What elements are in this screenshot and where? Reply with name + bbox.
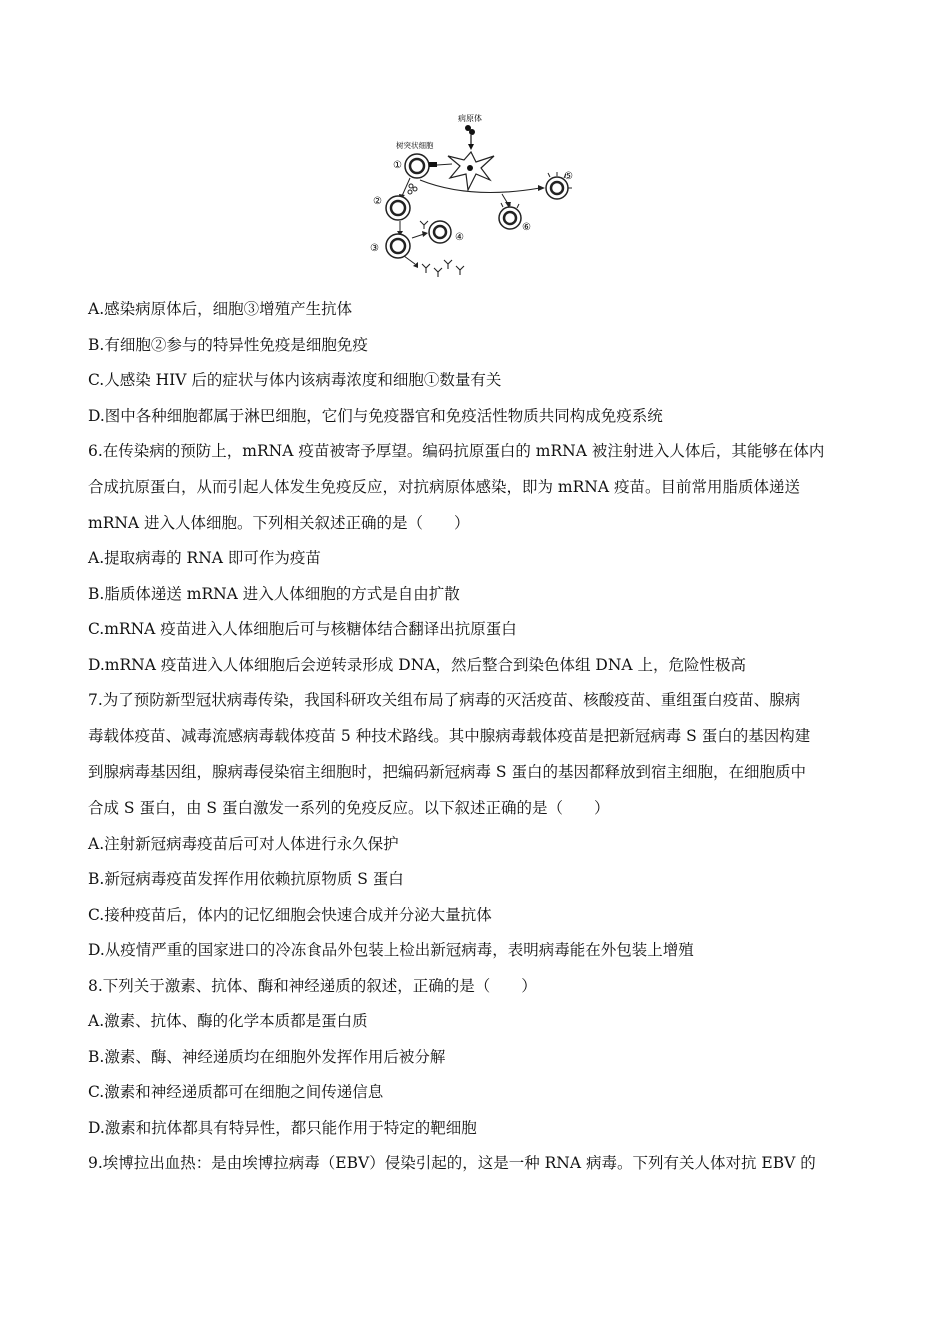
immune-diagram-svg: [360, 108, 590, 280]
q7-option-a: A.注射新冠病毒疫苗后可对人体进行永久保护: [88, 834, 399, 853]
q7-stem-line-3: 到腺病毒基因组，腺病毒侵染宿主细胞时，把编码新冠病毒 S 蛋白的基因都释放到宿主细胞，在细胞质中: [88, 762, 806, 781]
q5-option-a: A.感染病原体后，细胞③增殖产生抗体: [88, 300, 353, 318]
q6-stem-line-2: 合成抗原蛋白，从而引起人体发生免疫反应，对抗病原体感染，即为 mRNA 疫苗。目前常用脂质体递送: [88, 477, 800, 496]
cell-2: [386, 196, 410, 220]
cell-1: [405, 154, 429, 178]
cell-6: [499, 207, 521, 229]
cell-4: [429, 221, 451, 243]
pathogen-particle: [469, 129, 475, 135]
q5-option-c: C.人感染 HIV 后的症状与体内该病毒浓度和细胞①数量有关: [88, 371, 502, 389]
q8-option-c: C.激素和神经递质都可在细胞之间传递信息: [88, 1083, 384, 1102]
q7-stem-line-2: 毒载体疫苗、减毒流感病毒载体疫苗 5 种技术路线。其中腺病毒载体疫苗是把新冠病毒 S 蛋白的基因构建: [88, 727, 811, 746]
marker-5: ⑤: [564, 171, 573, 182]
q9-stem: 9.埃博拉出血热：是由埃博拉病毒（EBV）侵染引起的，这是一种 RNA 病毒。下列有关人体对抗 EBV 的: [88, 1154, 816, 1173]
q8-option-a: A.激素、抗体、酶的化学本质都是蛋白质: [88, 1012, 368, 1031]
q6-option-c: C.mRNA 疫苗进入人体细胞后可与核糖体结合翻译出抗原蛋白: [88, 620, 517, 639]
question-content: [88, 300, 868, 1190]
cell-3: [386, 234, 410, 258]
q6-stem-line-3: mRNA 进入人体细胞。下列相关叙述正确的是（ ）: [88, 513, 470, 532]
marker-2: ②: [373, 196, 382, 207]
marker-3: ③: [370, 243, 379, 254]
marker-4: ④: [455, 232, 464, 243]
q8-stem: 8.下列关于激素、抗体、酶和神经递质的叙述，正确的是（ ）: [88, 976, 537, 995]
q5-option-d: D.图中各种细胞都属于淋巴细胞，它们与免疫器官和免疫活性物质共同构成免疫系统: [88, 406, 663, 425]
q7-stem-line-4: 合成 S 蛋白，由 S 蛋白激发一系列的免疫反应。以下叙述正确的是（ ）: [88, 798, 610, 817]
immune-cell-diagram: [360, 108, 590, 280]
q7-option-d: D.从疫情严重的国家进口的冷冻食品外包装上检出新冠病毒，表明病毒能在外包装上增殖: [88, 941, 694, 960]
pathogen-label: 病原体: [458, 114, 482, 123]
q7-stem-line-1: 7.为了预防新型冠状病毒传染，我国科研攻关组布局了病毒的灭活疫苗、核酸疫苗、重组蛋白疫苗、腺病: [88, 691, 801, 710]
q8-option-b: B.激素、酶、神经递质均在细胞外发挥作用后被分解: [88, 1047, 446, 1066]
q5-option-b: B.有细胞②参与的特异性免疫是细胞免疫: [88, 335, 368, 354]
marker-6: ⑥: [522, 222, 531, 233]
dendritic-label: 树突状细胞: [396, 141, 434, 150]
q6-stem-line-1: 6.在传染病的预防上，mRNA 疫苗被寄予厚望。编码抗原蛋白的 mRNA 被注射进入人体后，其能够在体内: [88, 442, 825, 460]
dendritic-cell: [448, 152, 494, 190]
marker-1: ①: [393, 160, 402, 171]
q8-option-d: D.激素和抗体都具有特异性，都只能作用于特定的靶细胞: [88, 1118, 477, 1137]
q6-option-a: A.提取病毒的 RNA 即可作为疫苗: [88, 549, 321, 568]
q6-option-b: B.脂质体递送 mRNA 进入人体细胞的方式是自由扩散: [88, 584, 460, 603]
antibodies: [422, 260, 464, 277]
q7-option-c: C.接种疫苗后，体内的记忆细胞会快速合成并分泌大量抗体: [88, 905, 492, 924]
q6-option-d: D.mRNA 疫苗进入人体细胞后会逆转录形成 DNA，然后整合到染色体组 DNA 上，危险性极高: [88, 655, 747, 674]
q7-option-b: B.新冠病毒疫苗发挥作用依赖抗原物质 S 蛋白: [88, 870, 404, 889]
